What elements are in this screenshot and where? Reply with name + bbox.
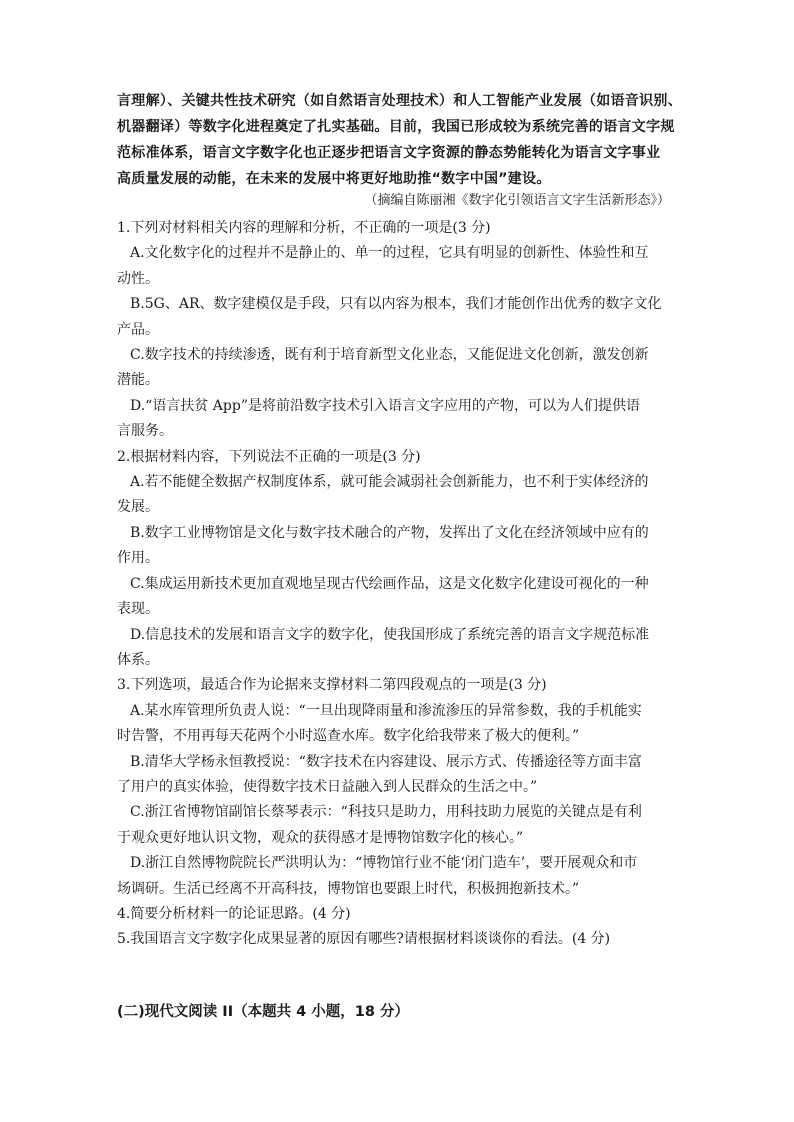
option-b: B.5G、AR、数字建模仅是手段，只有以内容为根本，我们才能创作出优秀的数字文化 产品。 — [117, 296, 662, 338]
option-c: C.集成运用新技术更加直观地呈现古代绘画作品，这是文化数字化建设可视化的一种 表现。 — [117, 575, 649, 618]
question-stem: 2.根据材料内容，下列说法不正确的一项是(3 分) — [117, 448, 421, 465]
question-list — [117, 216, 677, 953]
passage-source: （摘编自陈丽湘《数字化引领语言文字生活新形态》） — [364, 193, 670, 208]
option-a: A.若不能健全数据产权制度体系，就可能会减弱社会创新能力，也不利于实体经济的 发展。 — [117, 474, 649, 516]
option-a: A.文化数字化的过程并不是静止的、单一的过程，它具有明显的创新性、体验性和互 动性。 — [117, 245, 649, 287]
question-stem: 5.我国语言文字数字化成果显著的原因有哪些?请根据材料谈谈你的看法。(4 分) — [117, 931, 611, 948]
passage-line: 高质量发展的动能，在未来的发展中将更好地助推“数字中国”建设。 — [117, 171, 551, 187]
option-c: C.数字技术的持续渗透，既有利于培育新型文化业态，又能促进文化创新，激发创新 潜能。 — [117, 347, 649, 389]
option-d: D.“语言扶贫 App”是将前沿数字技术引入语言文字应用的产物，可以为人们提供语 言服务。 — [117, 397, 640, 440]
question-stem: 1.下列对材料相关内容的理解和分析，不正确的一项是(3 分) — [117, 220, 491, 236]
passage-line: 范标准体系，语言文字数字化也正逐步把语言文字资源的静态势能转化为语言文字事业 — [117, 145, 661, 161]
question-2 — [117, 445, 677, 674]
question-1 — [117, 216, 677, 445]
option-d: D.浙江自然博物院院长严洪明认为：“博物馆行业不能‘闭门造车’，要开展观众和市 场调研。生活已经离不开高科技，博物馆也要跟上时代，积极拥抱新技术。” — [117, 855, 638, 897]
question-5 — [117, 927, 677, 952]
question-4 — [117, 902, 677, 927]
option-b: B.清华大学杨永恒教授说：“数字技术在内容建设、展示方式、传播途径等方面丰富 了用户的真实体验，使得数字技术日益融入到人民群众的生活之中。” — [117, 753, 642, 795]
option-d: D.信息技术的发展和语言文字的数字化，使我国形成了系统完善的语言文字规范标准 体系。 — [117, 626, 650, 668]
section-heading: (二)现代文阅读 II（本题共 4 小题，18 分） — [117, 1004, 410, 1020]
passage-text — [117, 88, 682, 192]
passage-line: 机器翻译）等数字化进程奠定了扎实基础。目前，我国已形成较为系统完善的语言文字规 — [117, 119, 675, 135]
option-b: B.数字工业博物馆是文化与数字技术融合的产物，发挥出了文化在经济领域中应有的 作用。 — [117, 524, 649, 567]
option-c: C.浙江省博物馆副馆长蔡琴表示：“科技只是助力，用科技助力展览的关键点是有利 于观众更好地认识文物，观众的获得感才是博物馆数字化的核心。” — [117, 804, 642, 846]
question-3 — [117, 673, 677, 902]
option-a: A.某水库管理所负责人说：“一旦出现降雨量和渗流渗压的异常参数，我的手机能实 时告警，不用再每天花两个小时巡查水库。数字化给我带来了极大的便利。” — [117, 702, 642, 745]
question-stem: 3.下列选项，最适合作为论据来支撑材料二第四段观点的一项是(3 分) — [117, 677, 547, 694]
question-stem: 4.简要分析材料一的论证思路。(4 分) — [117, 905, 351, 922]
passage-line: 言理解）、关键共性技术研究（如自然语言处理技术）和人工智能产业发展（如语音识别、 — [117, 93, 682, 109]
